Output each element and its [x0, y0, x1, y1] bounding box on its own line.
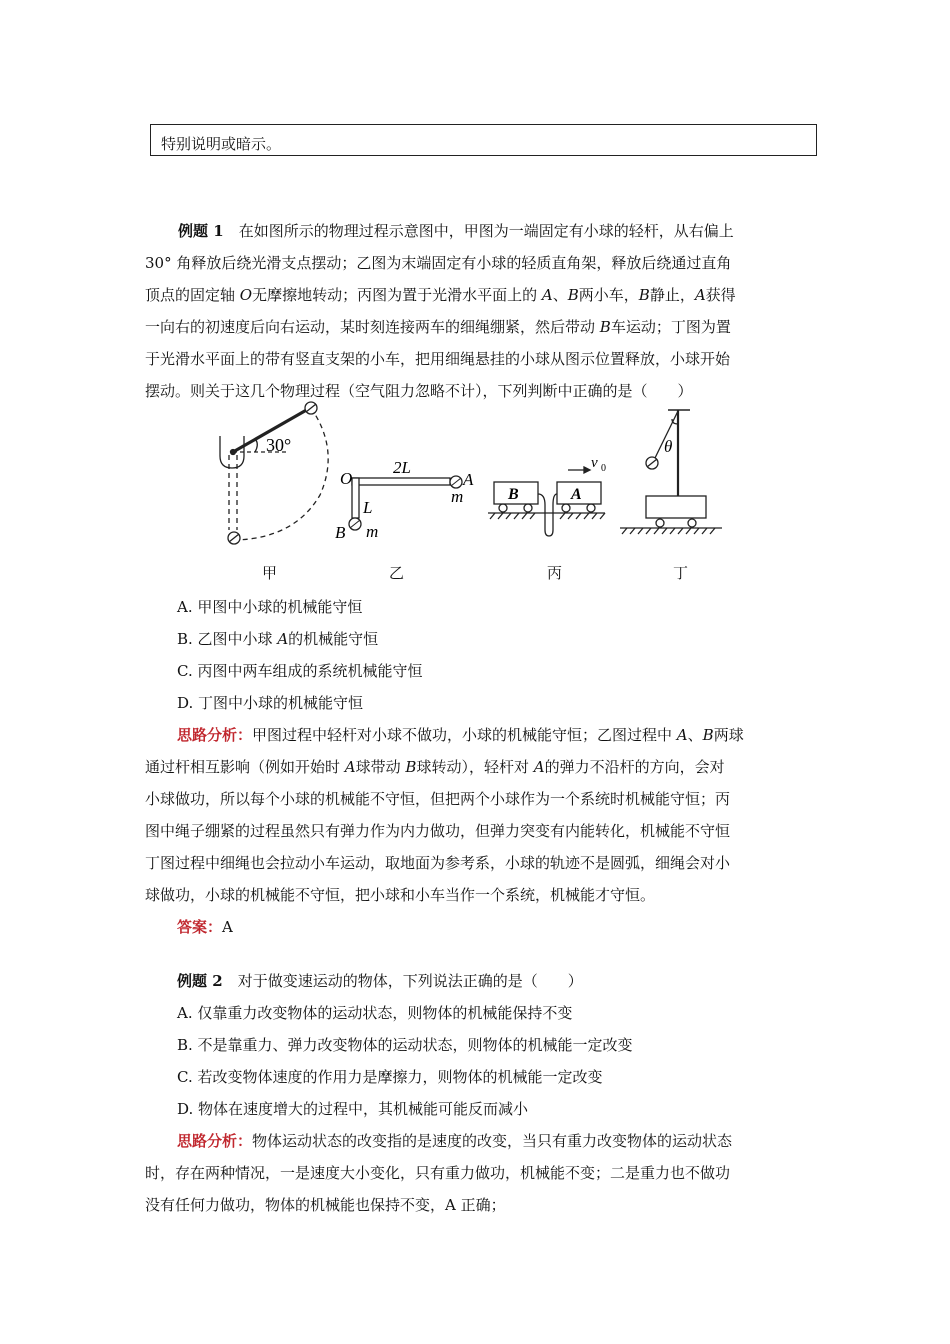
yi-label-m1: m	[451, 487, 464, 506]
caption-ding: 丁	[673, 564, 689, 582]
cart-B-wheel-2	[524, 504, 532, 512]
ex2-analysis-line-1: 思路分析：物体运动状态的改变指的是速度的改变，当只有重力改变物体的运动状态	[177, 1132, 733, 1150]
ex1-answer	[177, 916, 233, 937]
ex1-analysis-line-1: 思路分析：甲图过程中轻杆对小球不做功，小球的机械能守恒；乙图过程中 A、B两球	[177, 726, 744, 744]
example-1-line-6: 摆动。则关于这几个物理过程（空气阻力忽略不计），下列判断中正确的是（ ）	[145, 382, 693, 400]
ding-wheel-1	[656, 519, 664, 527]
note-box-text: 特别说明或暗示。	[161, 135, 282, 153]
angle-arc	[255, 440, 257, 452]
yi-label-A: A	[463, 470, 474, 489]
ex1-analysis-label: 思路分析：	[177, 726, 253, 744]
ex1-analysis-line-5: 丁图过程中细绳也会拉动小车运动，取地面为参考系，小球的轨迹不是圆弧，细绳会对小	[145, 854, 731, 872]
example-1-label: 例题 1	[178, 222, 224, 240]
ex1-option-c: C. 丙图中两车组成的系统机械能守恒	[177, 662, 423, 680]
ding-label-theta: θ	[664, 437, 673, 456]
bing-label-v: v	[591, 455, 598, 471]
physics-figure	[0, 0, 950, 600]
ex2-analysis-line-2: 时，存在两种情况，一是速度大小变化，只有重力做功，机械能不变；二是重力也不做功	[145, 1164, 731, 1182]
figure-bing	[488, 467, 605, 536]
ex2-option-d: D. 物体在速度增大的过程中，其机械能可能反而减小	[177, 1100, 529, 1118]
jia-angle-label: 30°	[266, 435, 292, 455]
example-1-line-4: 一向右的初速度后向右运动，某时刻连接两车的细绳绷紧，然后带动 B车运动；丁图为置	[145, 318, 731, 336]
bing-label-A: A	[571, 486, 582, 503]
ex1-option-b: B. 乙图中小球 A的机械能守恒	[177, 630, 379, 648]
ex2-option-b: B. 不是靠重力、弹力改变物体的运动状态，则物体的机械能一定改变	[177, 1036, 633, 1054]
cart-A-wheel-1	[562, 504, 570, 512]
ex1-answer-value: A	[222, 918, 233, 936]
ex1-answer-label: 答案：	[177, 918, 223, 936]
ex1-analysis-line-2: 通过杆相互影响（例如开始时 A球带动 B球转动），轻杆对 A的弹力不沿杆的方向，会对	[145, 758, 725, 776]
bing-ground-hatch	[490, 513, 605, 519]
example-1-line-3: 顶点的固定轴 O无摩擦地转动；丙图为置于光滑水平面上的 A、B两小车，B静止，A获得	[145, 286, 736, 304]
bing-label-B: B	[508, 486, 519, 503]
example-2-stem: 例题 2 对于做变速运动的物体，下列说法正确的是（ ）	[177, 972, 583, 990]
horizontal-arm	[352, 478, 450, 485]
cart-A-wheel-2	[587, 504, 595, 512]
ex1-analysis-line-4: 图中绳子绷紧的过程虽然只有弹力作为内力做功，但弹力突变有内能转化，机械能不守恒	[145, 822, 731, 840]
example-1-line-5: 于光滑水平面上的带有竖直支架的小车，把用细绳悬挂的小球从图示位置释放，小球开始	[145, 350, 731, 368]
yi-label-O: O	[340, 469, 353, 488]
ex1-option-d: D. 丁图中小球的机械能守恒	[177, 694, 364, 712]
ex1-analysis-line-3: 小球做功，所以每个小球的机械能不守恒，但把两个小球作为一个系统时机械能守恒；丙	[145, 790, 731, 808]
caption-yi: 乙	[389, 564, 405, 582]
ding-cart	[646, 496, 706, 518]
example-1-line-2: 30° 角释放后绕光滑支点摆动；乙图为末端固定有小球的轻质直角架，释放后绕通过直角	[145, 254, 732, 272]
swing-path	[236, 408, 328, 540]
yi-label-B: B	[335, 523, 346, 542]
ding-wheel-2	[688, 519, 696, 527]
caption-bing: 丙	[547, 564, 563, 582]
example-2-label: 例题 2	[177, 972, 223, 990]
ex2-option-c: C. 若改变物体速度的作用力是摩擦力，则物体的机械能一定改变	[177, 1068, 603, 1086]
yi-label-L: L	[363, 498, 373, 517]
vertical-arm	[352, 478, 359, 518]
cart-B-wheel-1	[499, 504, 507, 512]
pivot-point	[231, 450, 236, 455]
slack-rope	[538, 494, 557, 536]
bing-label-v-sub: 0	[601, 463, 606, 474]
figure-jia	[220, 402, 328, 544]
ex2-analysis-line-3: 没有任何力做功，物体的机械能也保持不变，A 正确；	[145, 1196, 506, 1214]
caption-jia: 甲	[262, 564, 278, 582]
figure-ding	[620, 410, 722, 534]
yi-label-2L: 2L	[393, 458, 411, 477]
yi-label-m2: m	[366, 522, 379, 541]
example-1-line-1: 例题 1 在如图所示的物理过程示意图中，甲图为一端固定有小球的轻杆，从右偏上	[178, 222, 734, 240]
ding-ground-hatch	[622, 528, 715, 534]
ex1-option-a: A. 甲图中小球的机械能守恒	[177, 598, 363, 616]
ex2-option-a: A. 仅靠重力改变物体的运动状态，则物体的机械能保持不变	[177, 1004, 573, 1022]
velocity-arrow-head	[584, 467, 590, 473]
ex1-analysis-line-6: 球做功，小球的机械能不守恒，把小球和小车当作一个系统，机械能才守恒。	[145, 886, 656, 904]
ex2-analysis-label: 思路分析：	[177, 1132, 253, 1150]
